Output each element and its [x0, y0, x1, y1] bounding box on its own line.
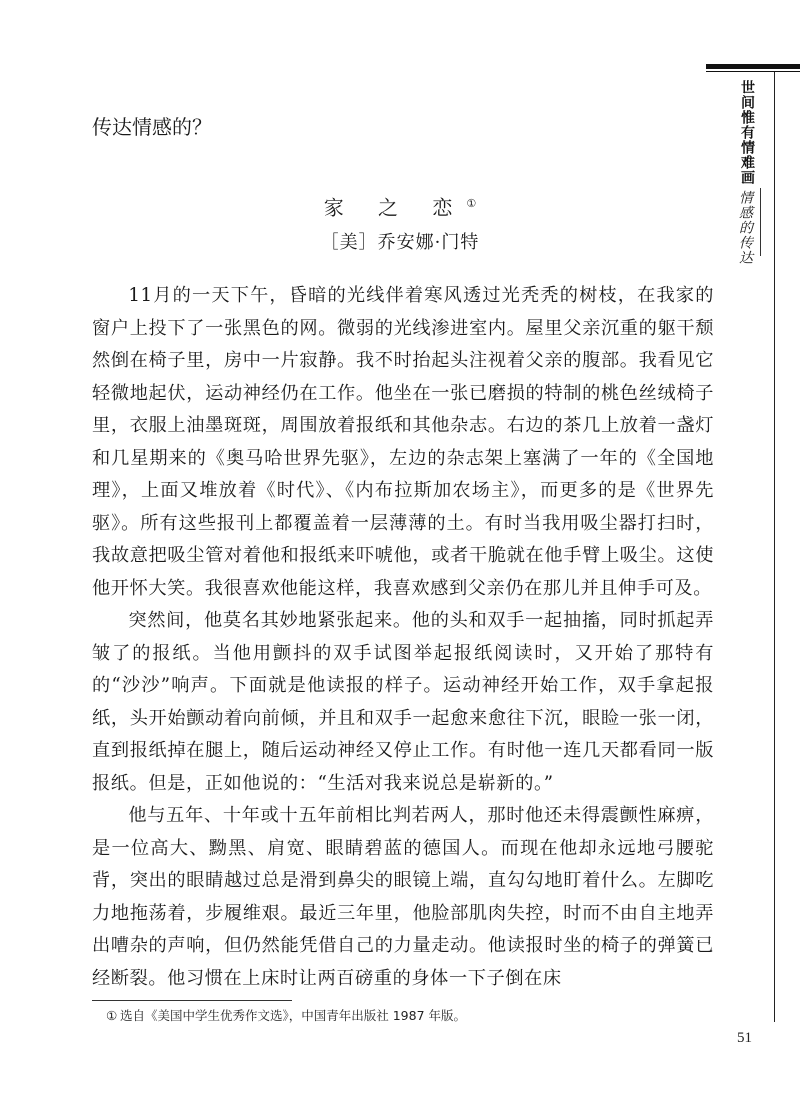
header-rule-thin — [706, 71, 800, 72]
running-section-title: 情感的传达 — [737, 190, 753, 265]
header-rule-thick — [706, 64, 800, 69]
article-body — [92, 280, 714, 995]
footnote-mark: ① — [106, 1008, 118, 1023]
article-title — [0, 190, 800, 222]
paragraph: 他与五年、十年或十五年前相比判若两人，那时他还未得震颤性麻痹，是一位高大、黝黑、肩宽、眼睛碧蓝的德国人。而现在他却永远地弓腰驼背，突出的眼睛越过总是滑到鼻尖的眼镜上端，直勾勾地盯着什么。左脚吃力地拖荡着，步履维艰。最近三年里，他脸部肌肉失控，时而不由自主地弄出嘈杂的声响，但仍然能凭借自己的力量走动。他读报时坐的椅子的弹簧已经断裂。他习惯在上床时让两百磅重的身体一下子倒在床 — [92, 805, 714, 989]
title-footnote-mark: ① — [466, 197, 477, 210]
footnote — [106, 1007, 467, 1025]
footnote-text: 选自《美国中学生优秀作文选》，中国青年出版社 1987 年版。 — [120, 1008, 467, 1023]
paragraph: 突然间，他莫名其妙地紧张起来。他的头和双手一起抽搐，同时抓起弄皱了的报纸。当他用颤抖的双手试图举起报纸阅读时，又开始了那特有的“沙沙”响声。下面就是他读报的样子。运动神经开始工作，双手拿起报纸，头开始颤动着向前倾，并且和双手一起愈来愈往下沉，眼睑一张一闭，直到报纸掉在腿上，随后运动神经又停止工作。有时他一连几天都看同一版报纸。但是，正如他说的：“生活对我来说总是崭新的。” — [92, 610, 714, 794]
running-book-title: 世间惟有情难画 — [739, 80, 755, 185]
article-author: ［美］乔安娜·门特 — [320, 232, 480, 253]
paragraph: 11月的一天下午，昏暗的光线伴着寒风透过光秃秃的树枝，在我家的窗户上投下了一张黑色的网。微弱的光线渗进室内。屋里父亲沉重的躯干颓然倒在椅子里，房中一片寂静。我不时抬起头注视着父亲的腹部。我看见它轻微地起伏，运动神经仍在工作。他坐在一张已磨损的特制的桃色丝绒椅子里，衣服上油墨斑斑，周围放着报纸和其他杂志。右边的茶几上放着一盏灯和几星期来的《奥马哈世界先驱》，左边的杂志架上塞满了一年的《全国地理》，上面又堆放着《时代》、《内布拉斯加农场主》，而更多的是《世界先驱》。所有这些报刊上都覆盖着一层薄薄的土。有时当我用吸尘器打扫时，我故意把吸尘管对着他和报纸来吓唬他，或者干脆就在他手臂上吸尘。这使他开怀大笑。我很喜欢他能这样，我喜欢感到父亲仍在那儿并且伸手可及。 — [92, 285, 714, 599]
article-title-text: 家 之 恋 — [323, 195, 467, 220]
page-number: 51 — [737, 1030, 752, 1046]
lead-line: 传达情感的？ — [92, 115, 212, 139]
footnote-rule — [92, 1000, 292, 1001]
